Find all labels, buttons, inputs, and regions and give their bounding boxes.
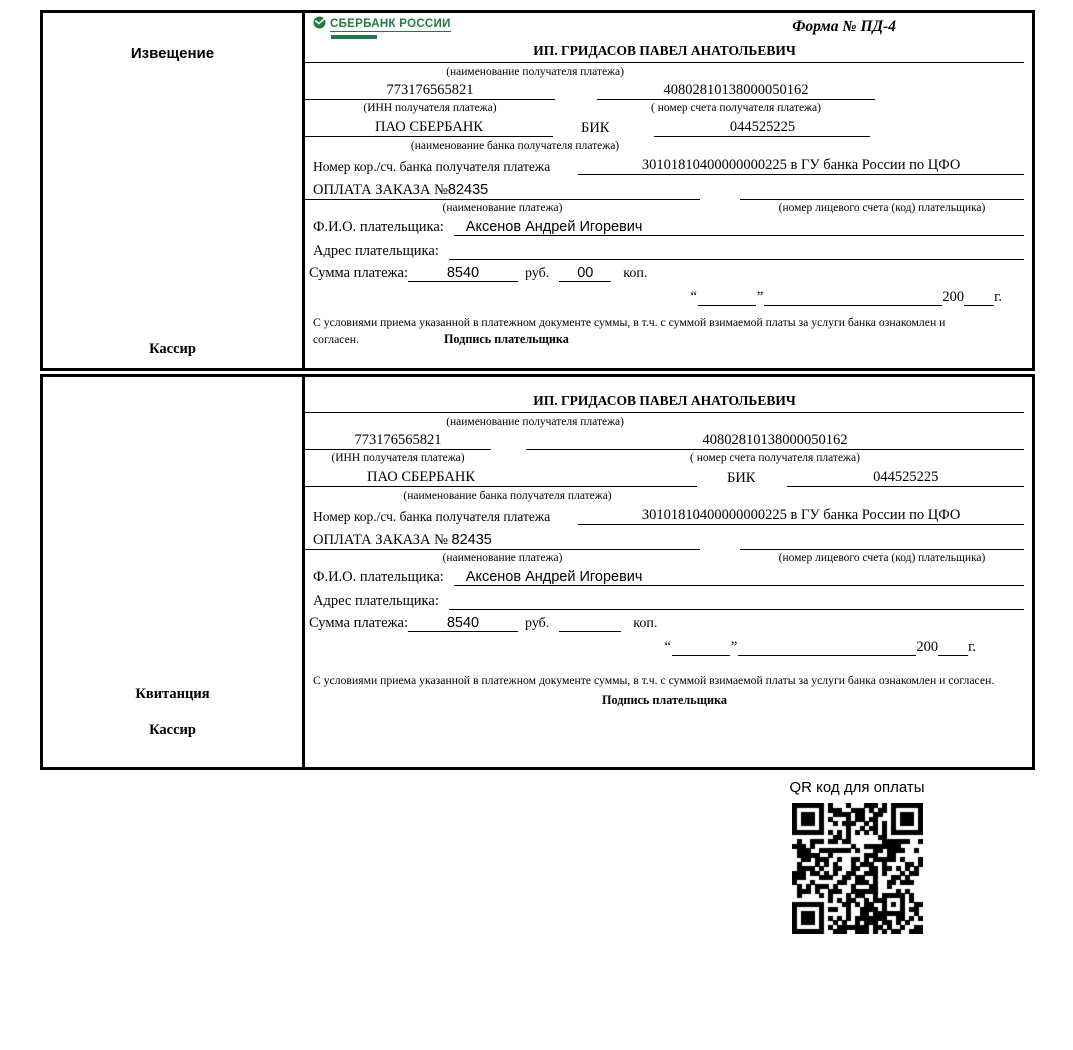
payer-address-row	[305, 241, 1024, 260]
rub-unit: руб.	[525, 616, 550, 631]
inn-account-captions	[305, 452, 1024, 464]
payer-name-row	[305, 219, 1024, 236]
sberbank-coin-icon	[313, 16, 326, 34]
account-caption: ( номер счета получателя платежа)	[690, 452, 860, 464]
bik-label: БИК	[581, 120, 610, 136]
date-year-field	[964, 305, 994, 306]
bank-name-value: ПАО СБЕРБАНК	[305, 469, 697, 487]
amount-kop-value	[559, 631, 621, 632]
payer-name-value: Аксенов Андрей Игоревич	[454, 219, 1024, 236]
amount-rub-value: 8540	[408, 265, 518, 282]
corr-account-value: 30101810400000000225 в ГУ банка России по ЦФО	[578, 157, 1024, 175]
payment-captions	[305, 552, 1024, 564]
recipient-name: ИП. ГРИДАСОВ ПАВЕЛ АНАТОЛЬЕВИЧ	[305, 43, 1024, 63]
order-number-value: 82435	[451, 532, 492, 548]
quote-close: ”	[730, 639, 738, 655]
sberbank-logo-top	[313, 16, 451, 34]
order-number-value: 82435	[447, 182, 489, 198]
date-day-field	[698, 305, 756, 306]
account-value: 40802810138000050162	[526, 432, 1024, 450]
inn-account-row	[305, 432, 1024, 450]
payer-name-value: Аксенов Андрей Игоревич	[454, 569, 1024, 586]
signature-label: Подпись плательщика	[602, 693, 727, 708]
notice-side-column	[43, 13, 305, 368]
quote-open: “	[690, 289, 697, 305]
bank-row	[305, 119, 1024, 137]
payment-name-text: ОПЛАТА ЗАКАЗА №	[313, 182, 448, 198]
kop-unit: коп.	[633, 616, 658, 631]
amount-label: Сумма платежа:	[309, 615, 408, 631]
receipt-side-label: Квитанция	[135, 686, 210, 702]
date-day-field	[672, 655, 730, 656]
bank-caption: (наименование банка получателя платежа)	[403, 490, 612, 502]
form-code: Форма № ПД-4	[792, 18, 896, 35]
amount-kop-value: 00	[559, 265, 611, 282]
account-caption: ( номер счета получателя платежа)	[651, 102, 821, 114]
corr-account-label: Номер кор./сч. банка получателя платежа	[313, 509, 551, 524]
sberbank-logo-text: СБЕРБАНК РОССИИ	[330, 18, 451, 30]
receipt-cashier-label: Кассир	[149, 722, 196, 738]
inn-account-row	[305, 82, 1024, 100]
payment-name-field	[305, 182, 700, 200]
payment-captions	[305, 202, 1024, 214]
bik-value: 044525225	[654, 119, 870, 137]
sberbank-logo-tagline	[331, 35, 377, 39]
notice-cashier-label: Кассир	[149, 341, 196, 357]
quote-open: “	[664, 639, 671, 655]
recipient-name: ИП. ГРИДАСОВ ПАВЕЛ АНАТОЛЬЕВИЧ	[305, 393, 1024, 413]
qr-code	[792, 803, 923, 934]
date-row	[305, 289, 1024, 306]
receipt-section	[40, 374, 1035, 770]
personal-account-caption: (номер лицевого счета (код) плательщика)	[778, 552, 986, 564]
kop-unit: коп.	[623, 266, 648, 281]
qr-section	[778, 779, 936, 934]
year-prefix: 200	[942, 289, 965, 305]
recipient-caption: (наименование получателя платежа)	[446, 416, 624, 428]
corr-account-label: Номер кор./сч. банка получателя платежа	[313, 159, 551, 174]
bik-value: 044525225	[787, 469, 1024, 487]
corr-account-value: 30101810400000000225 в ГУ банка России по ЦФО	[578, 507, 1024, 525]
sberbank-logo	[313, 16, 451, 39]
bank-caption: (наименование банка получателя платежа)	[410, 140, 620, 152]
inn-account-captions	[305, 102, 1024, 114]
signature-label: Подпись плательщика	[443, 332, 569, 347]
amount-row	[305, 265, 1024, 282]
payment-caption: (наименование платежа)	[442, 202, 563, 214]
payment-name-field	[305, 532, 700, 550]
recipient-caption: (наименование получателя платежа)	[446, 66, 624, 78]
payer-name-row	[305, 569, 1024, 586]
payer-address-label: Адрес плательщика:	[313, 243, 439, 259]
payer-name-label: Ф.И.О. плательщика:	[313, 569, 444, 585]
agreement-block	[305, 315, 1013, 349]
qr-label: QR код для оплаты	[789, 779, 925, 796]
quote-close: ”	[756, 289, 764, 305]
year-suffix: г.	[994, 289, 1002, 305]
rub-unit: руб.	[525, 266, 550, 281]
amount-row	[305, 615, 1024, 632]
notice-content	[305, 13, 1032, 368]
payment-name-row	[305, 181, 1024, 200]
amount-label: Сумма платежа:	[309, 265, 408, 281]
inn-caption: (ИНН получателя платежа)	[331, 452, 465, 464]
bank-row	[305, 469, 1024, 487]
bank-name-value: ПАО СБЕРБАНК	[305, 119, 553, 137]
notice-section	[40, 10, 1035, 371]
payer-name-label: Ф.И.О. плательщика:	[313, 219, 444, 235]
agreement-text: С условиями приема указанной в платежном документе суммы, в т.ч. с суммой взимаемой платы за услуги банка ознакомлен и согласен.	[313, 674, 995, 687]
amount-rub-value: 8540	[408, 615, 518, 632]
year-suffix: г.	[968, 639, 976, 655]
date-month-field	[764, 305, 942, 306]
inn-caption: (ИНН получателя платежа)	[363, 102, 497, 114]
payer-address-field	[449, 241, 1024, 260]
payer-address-row	[305, 591, 1024, 610]
date-year-field	[938, 655, 968, 656]
receipt-side-column	[43, 377, 305, 767]
inn-value: 773176565821	[305, 82, 555, 100]
payment-caption: (наименование платежа)	[442, 552, 563, 564]
notice-header-row	[305, 16, 1024, 43]
personal-account-caption: (номер лицевого счета (код) плательщика)	[778, 202, 986, 214]
notice-side-label: Извещение	[130, 45, 215, 62]
corr-account-row	[305, 507, 1024, 525]
date-month-field	[738, 655, 916, 656]
account-value: 40802810138000050162	[597, 82, 875, 100]
inn-value: 773176565821	[305, 432, 491, 450]
corr-account-row	[305, 157, 1024, 175]
receipt-content	[305, 377, 1032, 767]
personal-account-field	[740, 181, 1024, 200]
date-row	[305, 639, 1024, 656]
agreement-block	[305, 673, 1013, 689]
payment-name-text: ОПЛАТА ЗАКАЗА №	[313, 532, 448, 548]
payment-name-row	[305, 531, 1024, 550]
personal-account-field	[740, 531, 1024, 550]
payer-address-field	[449, 591, 1024, 610]
payer-address-label: Адрес плательщика:	[313, 593, 439, 609]
bik-label: БИК	[727, 470, 756, 486]
agreement-text: С условиями приема указанной в платежном документе суммы, в т.ч. с суммой взимаемой платы за услуги банка ознакомлен и согласен.	[313, 316, 946, 347]
year-prefix: 200	[916, 639, 939, 655]
